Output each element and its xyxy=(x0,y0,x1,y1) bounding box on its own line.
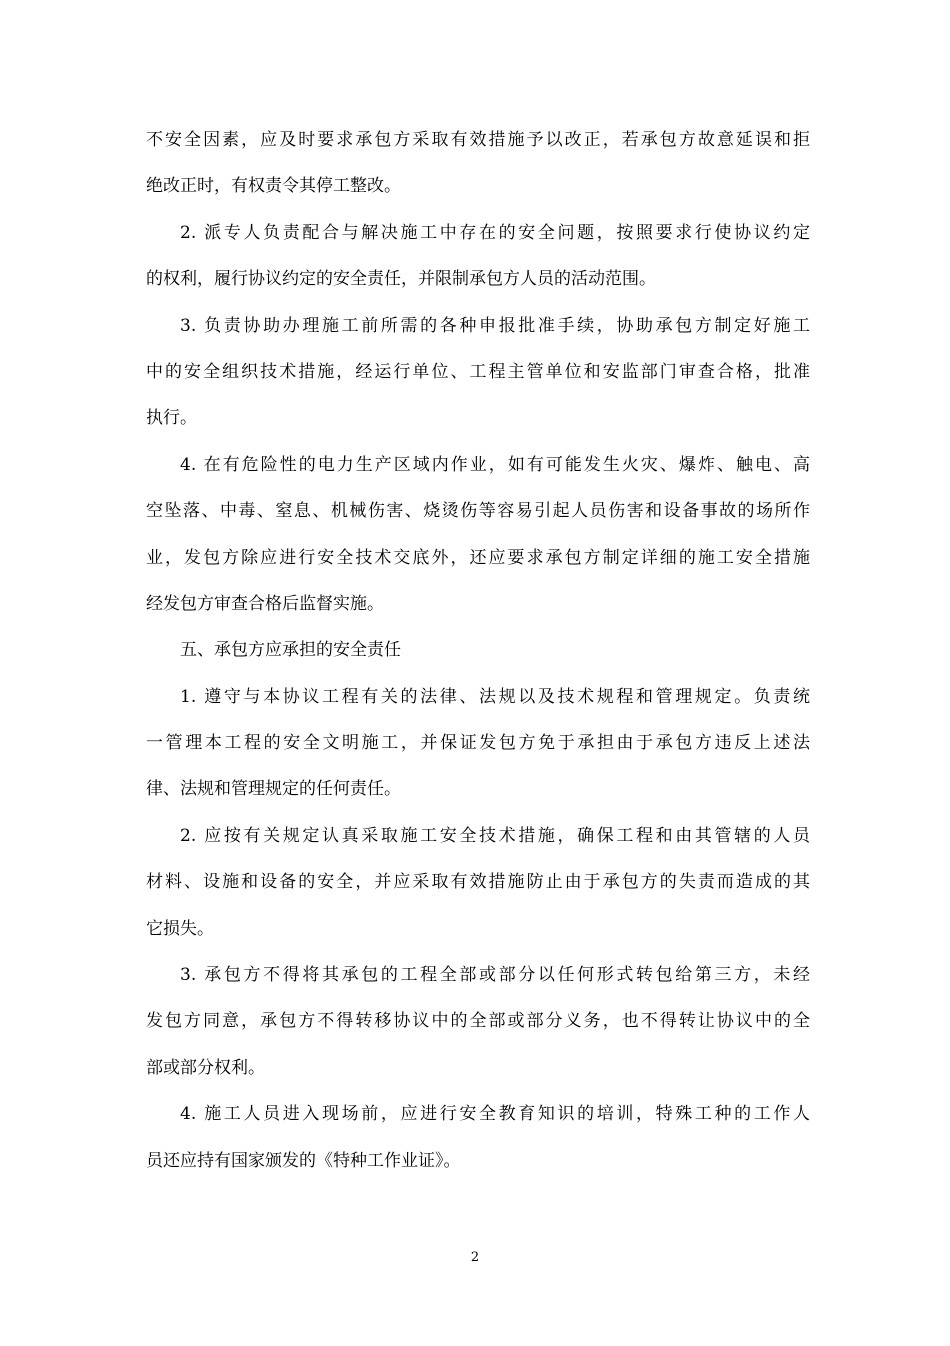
text-line: 的权利，履行协议约定的安全责任，并限制承包方人员的活动范围。 xyxy=(146,269,656,290)
text-line: 4. 在有危险性的电力生产区域内作业，如有可能发生火灾、爆炸、触电、高 xyxy=(180,454,810,475)
text-line: 业，发包方除应进行安全技术交底外，还应要求承包方制定详细的施工安全措施 xyxy=(146,547,810,568)
text-line: 3. 负责协助办理施工前所需的各种申报批准手续，协助承包方制定好施工 xyxy=(180,315,810,336)
text-line: 不安全因素，应及时要求承包方采取有效措施予以改正，若承包方故意延误和拒 xyxy=(146,130,810,150)
text-line: 空坠落、中毒、窒息、机械伤害、烧烫伤等容易引起人员伤害和设备事故的场所作 xyxy=(146,501,810,522)
text-line: 3. 承包方不得将其承包的工程全部或部分以任何形式转包给第三方，未经 xyxy=(180,965,810,986)
text-line: 部或部分权利。 xyxy=(146,1057,265,1078)
text-line: 发包方同意，承包方不得转移协议中的全部或部分义务，也不得转让协议中的全 xyxy=(146,1011,810,1032)
page-number: 2 xyxy=(470,1250,480,1265)
text-line: 它损失。 xyxy=(146,918,214,939)
text-line: 4. 施工人员进入现场前，应进行安全教育知识的培训，特殊工种的工作人 xyxy=(180,1104,810,1125)
text-line: 2. 应按有关规定认真采取施工安全技术措施，确保工程和由其管辖的人员 xyxy=(180,825,810,846)
text-line: 执行。 xyxy=(146,408,197,429)
section-heading: 五、承包方应承担的安全责任 xyxy=(180,640,401,661)
text-line: 1. 遵守与本协议工程有关的法律、法规以及技术规程和管理规定。负责统 xyxy=(180,686,810,707)
text-line: 律、法规和管理规定的任何责任。 xyxy=(146,779,401,800)
text-line: 材料、设施和设备的安全，并应采取有效措施防止由于承包方的失责而造成的其 xyxy=(146,872,810,893)
text-line: 2. 派专人负责配合与解决施工中存在的安全问题，按照要求行使协议约定 xyxy=(180,222,810,243)
body-text xyxy=(146,117,810,1184)
text-line: 绝改正时，有权责令其停工整改。 xyxy=(146,176,401,197)
text-line: 员还应持有国家颁发的《特种工作业证》。 xyxy=(146,1150,461,1171)
text-line: 一管理本工程的安全文明施工，并保证发包方免于承担由于承包方违反上述法 xyxy=(146,733,810,754)
text-line: 中的安全组织技术措施，经运行单位、工程主管单位和安监部门审查合格，批准 xyxy=(146,361,810,382)
text-line: 经发包方审查合格后监督实施。 xyxy=(146,593,384,614)
